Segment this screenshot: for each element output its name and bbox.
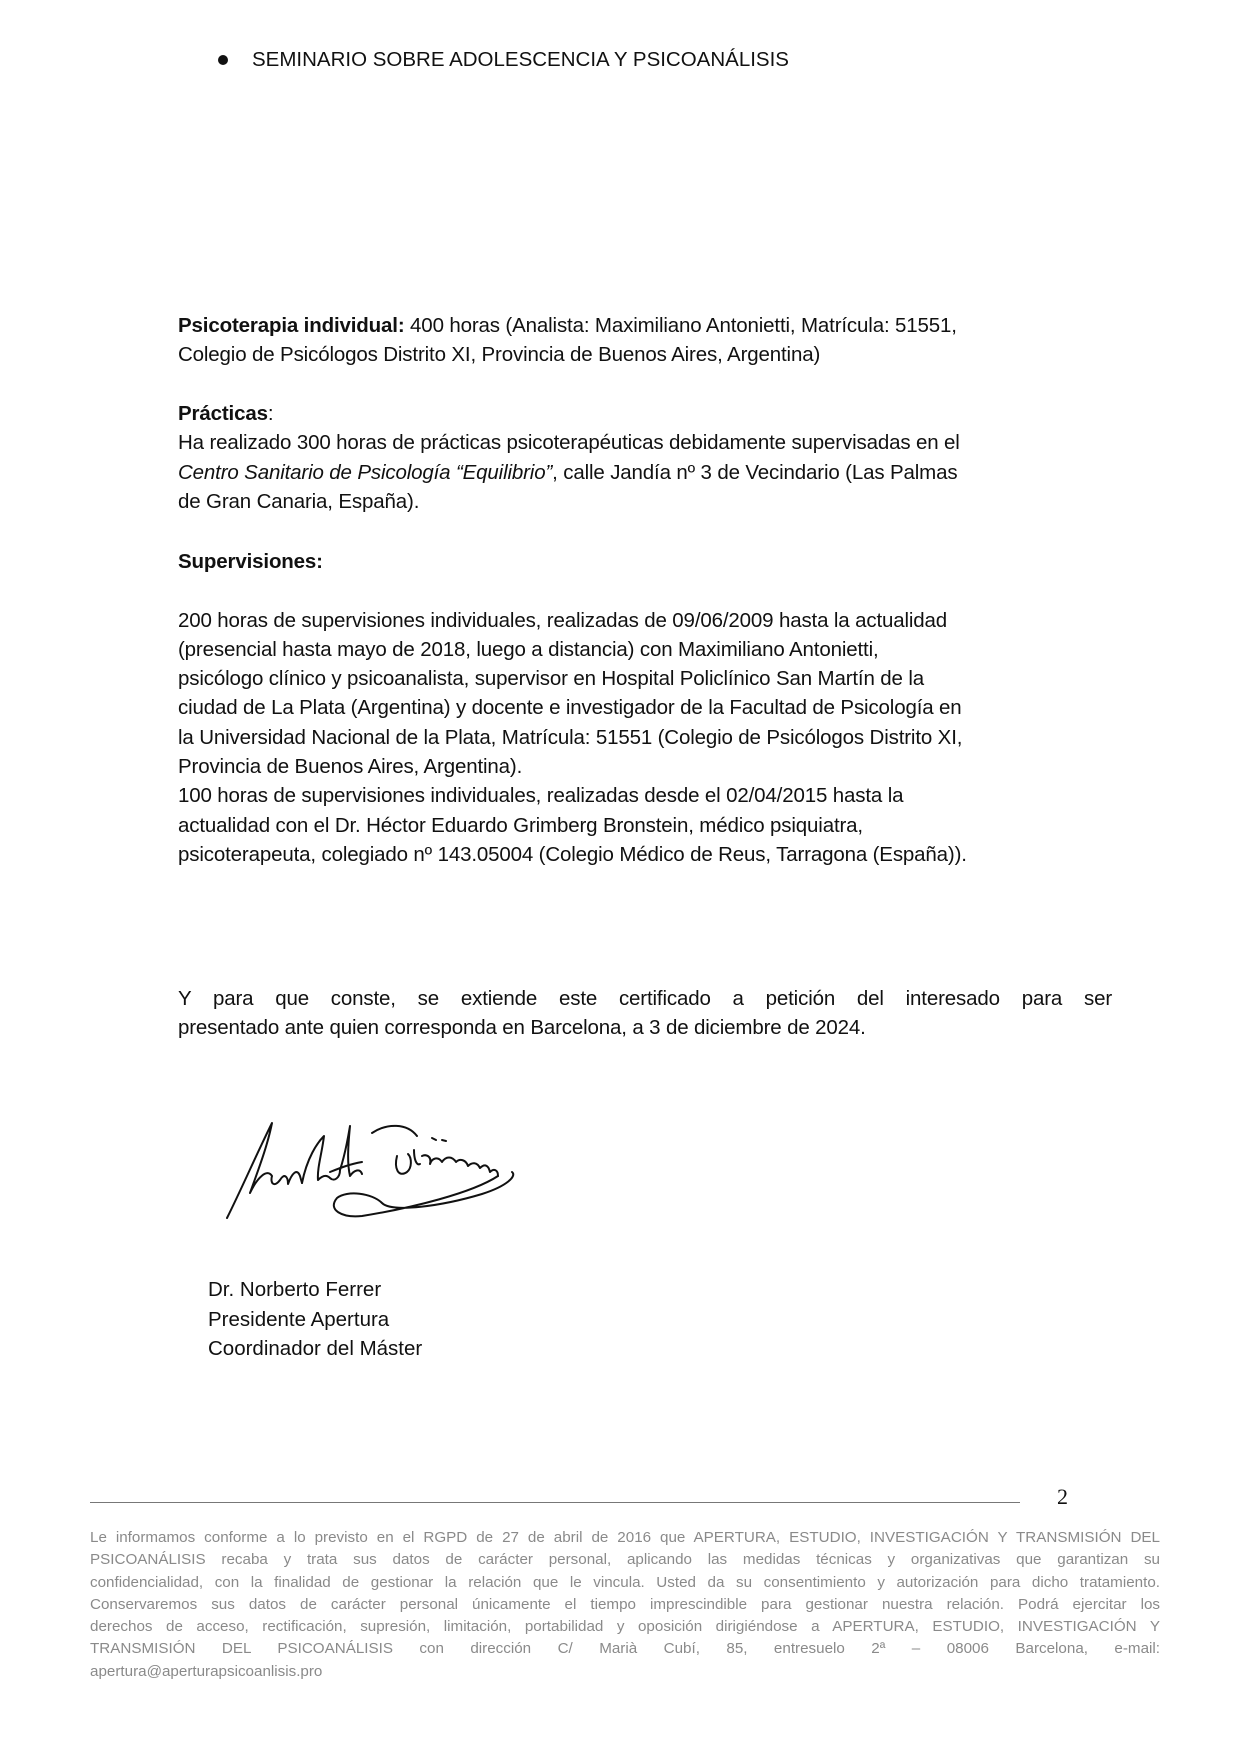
practicas-label: Prácticas <box>178 402 268 425</box>
bullet-list-item <box>218 48 789 72</box>
practicas-text-1: Ha realizado 300 horas de prácticas psicoterapéuticas debidamente supervisadas en el <box>178 431 960 455</box>
legal-line-6: TRANSMISIÓN DEL PSICOANÁLISIS con dirección C/ Marià Cubí, 85, entresuelo 2ª – 08006 Barcelona, e-mail: <box>90 1640 1160 1658</box>
legal-line-5: derechos de acceso, rectificación, supresión, limitación, portabilidad y oposición dirigiéndose a APERTURA, ESTUDIO, INVESTIGACIÓN Y <box>90 1618 1160 1636</box>
legal-notice <box>90 1527 1160 1683</box>
supervisiones-text-8: actualidad con el Dr. Héctor Eduardo Grimberg Bronstein, médico psiquiatra, <box>178 813 863 837</box>
signer-role-1: Presidente Apertura <box>208 1307 390 1331</box>
signer-name: Dr. Norberto Ferrer <box>208 1278 382 1301</box>
legal-line-1: Le informamos conforme a lo previsto en el RGPD de 27 de abril de 2016 que APERTURA, ESTUDIO, INVESTIGACIÓN Y TRANSMISIÓN DEL <box>90 1529 1160 1546</box>
supervisiones-section <box>178 547 1078 869</box>
legal-line-2: PSICOANÁLISIS recaba y trata sus datos de carácter personal, aplicando las medidas técnicas y organizativas que garantizan su <box>90 1551 1160 1569</box>
practicas-text-3: de Gran Canaria, España). <box>178 489 420 513</box>
supervisiones-text-2: (presencial hasta mayo de 2018, luego a distancia) con Maximiliano Antonietti, <box>178 637 879 661</box>
psicoterapia-section <box>178 311 1078 370</box>
supervisiones-text-5: la Universidad Nacional de la Plata, Matrícula: 51551 (Colegio de Psicólogos Distrito XI, <box>178 725 963 749</box>
bullet-text: SEMINARIO SOBRE ADOLESCENCIA Y PSICOANÁLISIS <box>252 48 789 71</box>
practicas-center-name: Centro Sanitario de Psicología “Equilibrio” <box>178 460 553 484</box>
legal-line-3: confidencialidad, con la finalidad de gestionar la relación que le vincula. Usted da su consentimiento y autorización para dicho tratamiento. <box>90 1573 1160 1591</box>
page-number: 2 <box>1057 1484 1068 1509</box>
psicoterapia-label: Psicoterapia individual: <box>178 314 405 337</box>
psicoterapia-text-1: 400 horas (Analista: Maximiliano Antonietti, Matrícula: 51551, <box>404 314 957 337</box>
supervisiones-text-7: 100 horas de supervisiones individuales, realizadas desde el 02/04/2015 hasta la <box>178 784 904 808</box>
supervisiones-text-3: psicólogo clínico y psicoanalista, supervisor en Hospital Policlínico San Martín de la <box>178 667 924 691</box>
handwritten-signature-icon <box>222 1098 542 1238</box>
footer-divider <box>90 1502 1020 1503</box>
legal-line-4: Conservaremos sus datos de carácter personal únicamente el tiempo imprescindible para gestionar nuestra relación. Podrá ejercitar los <box>90 1595 1160 1613</box>
closing-paragraph <box>178 984 1112 1043</box>
supervisiones-text-6: Provincia de Buenos Aires, Argentina). <box>178 755 523 779</box>
practicas-label-suffix: : <box>267 402 274 425</box>
supervisiones-text-9: psicoterapeuta, colegiado nº 143.05004 (Colegio Médico de Reus, Tarragona (España)). <box>178 842 967 866</box>
closing-text-1: Y para que conste, se extiende este certificado a petición del interesado para ser <box>178 987 1112 1010</box>
supervisiones-label: Supervisiones: <box>178 550 323 573</box>
signer-block <box>208 1275 422 1364</box>
signer-role-2: Coordinador del Máster <box>208 1337 423 1360</box>
practicas-section <box>178 399 1078 516</box>
psicoterapia-text-2: Colegio de Psicólogos Distrito XI, Provincia de Buenos Aires, Argentina) <box>178 343 821 367</box>
legal-email-link[interactable]: apertura@aperturapsicoanlisis.pro <box>90 1662 323 1680</box>
closing-text-2: presentado ante quien corresponda en Barcelona, a 3 de diciembre de 2024. <box>178 1016 866 1040</box>
bullet-icon <box>218 55 228 65</box>
signature-image <box>222 1098 542 1238</box>
practicas-text-2: , calle Jandía nº 3 de Vecindario (Las Palmas <box>552 460 958 484</box>
supervisiones-text-1: 200 horas de supervisiones individuales, realizadas de 09/06/2009 hasta la actualidad <box>178 608 948 632</box>
supervisiones-text-4: ciudad de La Plata (Argentina) y docente e investigador de la Facultad de Psicología en <box>178 696 962 720</box>
